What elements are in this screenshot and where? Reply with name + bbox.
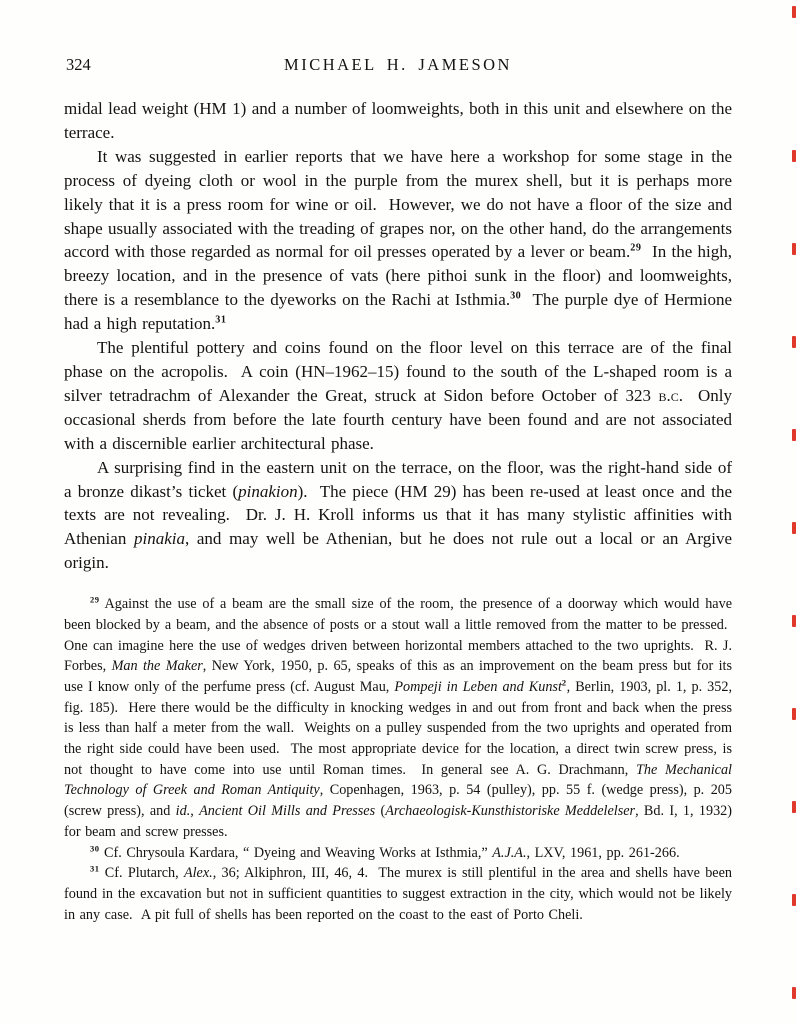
scan-edge-mark [792,987,796,999]
footnotes [64,594,732,925]
scan-edge-mark [792,615,796,627]
text-run: It was suggested in earlier reports that we have here a workshop for some stage in the process of dyeing cloth or wool in the purple from the murex shell, but it is perhaps more likely that it is a press room for wine or oil. However, we do not have a floor of the size and shape usually associated with the treading of grapes nor, on the other hand, do the arrangements accord with those regarded as normal for oil presses operated by a lever or beam. [64,146,732,262]
scan-edge-mark [792,429,796,441]
text-run: Cf. Plutarch, [99,865,184,882]
text-run: , [190,803,200,820]
text-run: The purple dye of Hermione had a high reputation. [64,290,732,334]
text-run: , Copenhagen, 1963, p. 54 (pulley), pp. 55 f. (wedge press), p. 205 (screw press), and [64,782,732,820]
text-run: , New York, 1950, p. 65, speaks of this as an improvement on the beam press but for its use I know only of the perfume press (cf. August Mau, [64,658,732,695]
footnote-ref: 29 [630,242,642,254]
text-run: Only occasional sherds from before the late fourth century have been found and are not associated with a discernible earlier architectural phase. [64,385,732,453]
text-run: Against the use of a beam are the small size of the room, the presence of a doorway which would have been blocked by a beam, and the absence of posts or a stout wall a little removed from the matter to be pressed. One can imagine here the use of wedges driven between horizontal members attached to the two uprights. R. J. Forbes, [64,596,732,675]
scan-edge-mark [792,708,796,720]
text-run: midal lead weight (HM 1) and a number of loomweights, both in this unit and elsewhere on the terrace. [64,99,732,142]
footnote [64,843,732,864]
text-run: Ancient Oil Mills and Presses [199,803,376,820]
text-run: Cf. Chrysoula Kardara, “ Dyeing and Weaving Works at Isthmia,” [99,844,493,861]
page-content [64,0,732,925]
footnote [64,863,732,925]
text-run: , Bd. I, 1, 1932) for beam and screw presses. [64,803,732,840]
scan-edge-mark [792,522,796,534]
text-run: ). The piece (HM 29) has been re-used at least once and the texts are not revealing. Dr. J. H. Kroll informs us that it has many stylistic affinities with Athenian [64,481,732,549]
text-run: A.J.A. [492,844,527,861]
text-run: Pompeji in Leben and Kunst [394,678,562,695]
text-run: pinakion [238,481,298,501]
footnote-ref: 30 [90,842,100,853]
text-run: The Mechanical Technology of Greek and Roman Antiquity [64,761,733,799]
page-header [64,55,732,75]
text-run: , LXV, 1961, pp. 261-266. [526,844,680,861]
text-run: pinakia [133,529,185,549]
footnote-ref: 29 [90,594,100,605]
body-paragraph [64,97,732,145]
text-run: Man the Maker [111,658,203,675]
scan-edge-mark [792,336,796,348]
body-text [64,97,732,575]
text-run: In the high, breezy location, and in the presence of vats (here pithoi sunk in the floor) and loomweights, there is a resemblance to the dyeworks on the Rachi at Isthmia. [64,242,733,310]
footnote-ref: 31 [90,863,100,874]
text-run: Alex. [183,865,213,882]
scan-edge-mark [792,243,796,255]
scan-edge-mark [792,150,796,162]
text-run: b.c. [658,385,683,405]
body-paragraph [64,456,732,576]
text-run: , and may well be Athenian, but he does not rule out a local or an Argive origin. [64,529,732,573]
footnote [64,594,732,842]
text-run: Archaeologisk-Kunsthistoriske Meddelelser [385,803,636,820]
page-number: 324 [66,55,91,74]
running-head: MICHAEL H. JAMESON [284,55,512,74]
scan-edge-mark [792,6,796,18]
text-run: A surprising find in the eastern unit on the terrace, on the floor, was the right-hand side of a bronze dikast’s ticket ( [64,457,732,501]
footnote-ref: 30 [510,290,522,302]
text-run: ( [375,803,386,820]
footnote-ref: 2 [561,677,567,688]
footnote-ref: 31 [215,314,227,326]
text-run: , 36; Alkiphron, III, 46, 4. The murex is still plentiful in the area and shells have been found in the excavation but not in sufficient quantities to suggest extraction in the city, which would not be likely in any case. A pit full of shells has been reported on the coast to the east of Porto Cheli. [64,865,732,923]
text-run: id. [175,803,191,820]
scan-edge-mark [792,801,796,813]
text-run: , Berlin, 1903, pl. 1, p. 352, fig. 185). Here there would be the difficulty in knocking wedges in and out from front and back when the press is less than half a meter from the wall. Weights on a pulley suspended from the two uprights and operated from the right side could have been used. The most appropriate device for the location, a direct twin screw press, is not thought to have come into use until Roman times. In general see A. G. Drachmann, [64,678,733,778]
body-paragraph [64,145,732,336]
body-paragraph [64,336,732,456]
scan-edge-mark [792,894,796,906]
text-run: The plentiful pottery and coins found on the floor level on this terrace are of the final phase on the acropolis. A coin (HN–1962–15) found to the south of the L-shaped room is a silver tetradrachm of Alexander the Great, struck at Sidon before October of 323 [64,338,732,405]
